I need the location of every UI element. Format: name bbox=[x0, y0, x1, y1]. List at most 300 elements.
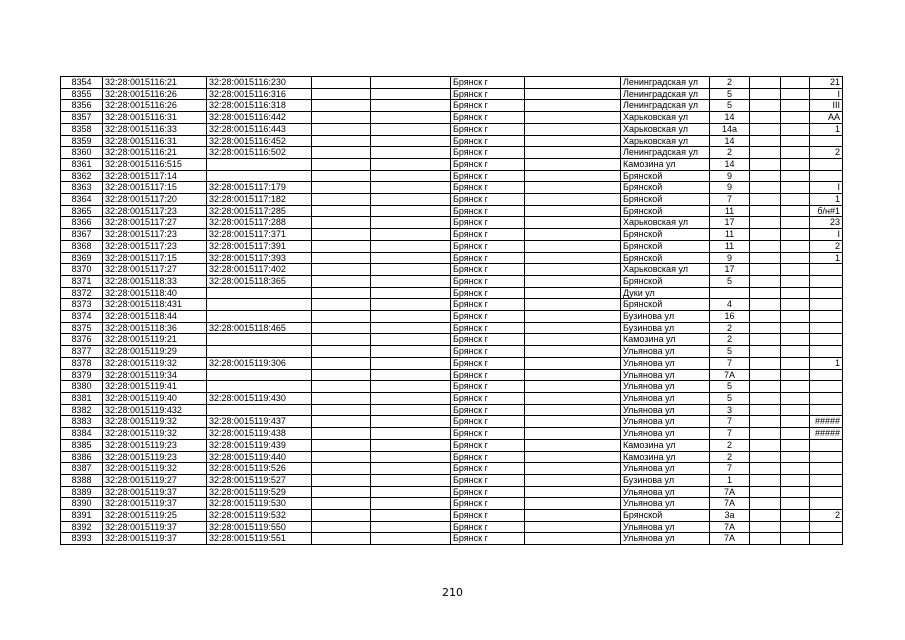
empty-cell bbox=[525, 451, 621, 463]
empty-cell bbox=[750, 369, 781, 381]
empty-cell bbox=[312, 229, 371, 241]
city-cell: Брянск г bbox=[451, 392, 525, 404]
apartment-cell bbox=[810, 322, 843, 334]
empty-cell bbox=[750, 217, 781, 229]
row-number-cell: 8383 bbox=[61, 416, 103, 428]
empty-cell bbox=[781, 533, 810, 545]
row-number-cell: 8393 bbox=[61, 533, 103, 545]
table-row bbox=[61, 287, 843, 299]
empty-cell bbox=[525, 77, 621, 89]
cadastral-block-cell: 32:28:0015118:36 bbox=[103, 322, 207, 334]
empty-cell bbox=[371, 252, 451, 264]
street-cell: Брянской bbox=[621, 182, 710, 194]
empty-cell bbox=[750, 299, 781, 311]
cadastral-number-cell: 32:28:0015119:551 bbox=[207, 533, 312, 545]
house-number-cell: 7А bbox=[710, 521, 750, 533]
apartment-cell: III bbox=[810, 100, 843, 112]
empty-cell bbox=[781, 158, 810, 170]
city-cell: Брянск г bbox=[451, 439, 525, 451]
cadastral-number-cell: 32:28:0015119:306 bbox=[207, 357, 312, 369]
row-number-cell: 8367 bbox=[61, 229, 103, 241]
city-cell: Брянск г bbox=[451, 123, 525, 135]
empty-cell bbox=[781, 135, 810, 147]
empty-cell bbox=[781, 299, 810, 311]
empty-cell bbox=[781, 229, 810, 241]
empty-cell bbox=[312, 463, 371, 475]
cadastral-block-cell: 32:28:0015119:25 bbox=[103, 510, 207, 522]
empty-cell bbox=[750, 170, 781, 182]
empty-cell bbox=[525, 135, 621, 147]
cadastral-block-cell: 32:28:0015119:32 bbox=[103, 416, 207, 428]
street-cell: Харьковская ул bbox=[621, 217, 710, 229]
house-number-cell: 14а bbox=[710, 123, 750, 135]
empty-cell bbox=[781, 521, 810, 533]
city-cell: Брянск г bbox=[451, 170, 525, 182]
empty-cell bbox=[781, 334, 810, 346]
city-cell: Брянск г bbox=[451, 112, 525, 124]
empty-cell bbox=[525, 404, 621, 416]
empty-cell bbox=[312, 182, 371, 194]
city-cell: Брянск г bbox=[451, 451, 525, 463]
apartment-cell bbox=[810, 275, 843, 287]
house-number-cell: 1 bbox=[710, 474, 750, 486]
cadastral-block-cell: 32:28:0015118:33 bbox=[103, 275, 207, 287]
apartment-cell bbox=[810, 334, 843, 346]
apartment-cell: ##### bbox=[810, 416, 843, 428]
apartment-cell bbox=[810, 135, 843, 147]
empty-cell bbox=[781, 451, 810, 463]
cadastral-number-cell: 32:28:0015119:438 bbox=[207, 428, 312, 440]
empty-cell bbox=[525, 498, 621, 510]
cadastral-number-cell: 32:28:0015119:527 bbox=[207, 474, 312, 486]
street-cell: Ульянова ул bbox=[621, 346, 710, 358]
apartment-cell bbox=[810, 486, 843, 498]
street-cell: Ленинградская ул bbox=[621, 147, 710, 159]
row-number-cell: 8377 bbox=[61, 346, 103, 358]
empty-cell bbox=[312, 205, 371, 217]
street-cell: Ульянова ул bbox=[621, 416, 710, 428]
street-cell: Харьковская ул bbox=[621, 123, 710, 135]
empty-cell bbox=[525, 334, 621, 346]
empty-cell bbox=[371, 135, 451, 147]
street-cell: Дуки ул bbox=[621, 287, 710, 299]
empty-cell bbox=[525, 474, 621, 486]
empty-cell bbox=[525, 182, 621, 194]
empty-cell bbox=[750, 533, 781, 545]
empty-cell bbox=[750, 147, 781, 159]
empty-cell bbox=[750, 322, 781, 334]
empty-cell bbox=[312, 369, 371, 381]
street-cell: Ульянова ул bbox=[621, 428, 710, 440]
city-cell: Брянск г bbox=[451, 311, 525, 323]
house-number-cell: 7А bbox=[710, 486, 750, 498]
empty-cell bbox=[312, 416, 371, 428]
empty-cell bbox=[525, 346, 621, 358]
empty-cell bbox=[781, 147, 810, 159]
city-cell: Брянск г bbox=[451, 252, 525, 264]
table-row bbox=[61, 229, 843, 241]
city-cell: Брянск г bbox=[451, 346, 525, 358]
cadastral-block-cell: 32:28:0015119:23 bbox=[103, 439, 207, 451]
table-row bbox=[61, 182, 843, 194]
empty-cell bbox=[750, 100, 781, 112]
empty-cell bbox=[312, 428, 371, 440]
house-number-cell: 7 bbox=[710, 357, 750, 369]
cadastral-block-cell: 32:28:0015116:26 bbox=[103, 100, 207, 112]
empty-cell bbox=[750, 182, 781, 194]
row-number-cell: 8388 bbox=[61, 474, 103, 486]
table-row bbox=[61, 392, 843, 404]
empty-cell bbox=[371, 404, 451, 416]
empty-cell bbox=[312, 88, 371, 100]
house-number-cell: 7А bbox=[710, 369, 750, 381]
empty-cell bbox=[312, 521, 371, 533]
cadastral-number-cell: 32:28:0015117:182 bbox=[207, 194, 312, 206]
apartment-cell: I bbox=[810, 229, 843, 241]
table-row bbox=[61, 100, 843, 112]
cadastral-block-cell: 32:28:0015119:32 bbox=[103, 357, 207, 369]
cadastral-number-cell: 32:28:0015119:532 bbox=[207, 510, 312, 522]
empty-cell bbox=[750, 346, 781, 358]
row-number-cell: 8356 bbox=[61, 100, 103, 112]
row-number-cell: 8360 bbox=[61, 147, 103, 159]
empty-cell bbox=[781, 275, 810, 287]
table-row bbox=[61, 428, 843, 440]
empty-cell bbox=[525, 357, 621, 369]
empty-cell bbox=[371, 77, 451, 89]
house-number-cell: 11 bbox=[710, 240, 750, 252]
row-number-cell: 8382 bbox=[61, 404, 103, 416]
street-cell: Брянской bbox=[621, 170, 710, 182]
house-number-cell: 2 bbox=[710, 451, 750, 463]
empty-cell bbox=[371, 533, 451, 545]
city-cell: Брянск г bbox=[451, 521, 525, 533]
house-number-cell: 5 bbox=[710, 346, 750, 358]
empty-cell bbox=[750, 381, 781, 393]
empty-cell bbox=[371, 322, 451, 334]
cadastral-number-cell bbox=[207, 170, 312, 182]
row-number-cell: 8376 bbox=[61, 334, 103, 346]
house-number-cell: 7 bbox=[710, 416, 750, 428]
cadastral-number-cell: 32:28:0015119:529 bbox=[207, 486, 312, 498]
row-number-cell: 8374 bbox=[61, 311, 103, 323]
cadastral-number-cell bbox=[207, 369, 312, 381]
cadastral-block-cell: 32:28:0015117:20 bbox=[103, 194, 207, 206]
row-number-cell: 8370 bbox=[61, 264, 103, 276]
empty-cell bbox=[312, 334, 371, 346]
empty-cell bbox=[371, 170, 451, 182]
street-cell: Харьковская ул bbox=[621, 112, 710, 124]
house-number-cell: 14 bbox=[710, 135, 750, 147]
city-cell: Брянск г bbox=[451, 264, 525, 276]
table-row bbox=[61, 77, 843, 89]
street-cell: Ленинградская ул bbox=[621, 88, 710, 100]
empty-cell bbox=[312, 392, 371, 404]
cadastral-block-cell: 32:28:0015119:432 bbox=[103, 404, 207, 416]
apartment-cell bbox=[810, 170, 843, 182]
empty-cell bbox=[750, 135, 781, 147]
street-cell: Бузинова ул bbox=[621, 322, 710, 334]
cadastral-table bbox=[60, 76, 843, 545]
row-number-cell: 8385 bbox=[61, 439, 103, 451]
empty-cell bbox=[781, 217, 810, 229]
table-row bbox=[61, 498, 843, 510]
empty-cell bbox=[750, 287, 781, 299]
cadastral-block-cell: 32:28:0015119:32 bbox=[103, 428, 207, 440]
empty-cell bbox=[525, 229, 621, 241]
empty-cell bbox=[371, 451, 451, 463]
empty-cell bbox=[781, 498, 810, 510]
empty-cell bbox=[371, 486, 451, 498]
row-number-cell: 8355 bbox=[61, 88, 103, 100]
empty-cell bbox=[781, 205, 810, 217]
cadastral-number-cell bbox=[207, 381, 312, 393]
empty-cell bbox=[781, 474, 810, 486]
city-cell: Брянск г bbox=[451, 533, 525, 545]
cadastral-block-cell: 32:28:0015119:29 bbox=[103, 346, 207, 358]
cadastral-block-cell: 32:28:0015119:41 bbox=[103, 381, 207, 393]
cadastral-block-cell: 32:28:0015119:37 bbox=[103, 521, 207, 533]
row-number-cell: 8389 bbox=[61, 486, 103, 498]
city-cell: Брянск г bbox=[451, 229, 525, 241]
apartment-cell: 1 bbox=[810, 252, 843, 264]
empty-cell bbox=[312, 439, 371, 451]
table-row bbox=[61, 474, 843, 486]
empty-cell bbox=[750, 194, 781, 206]
table-row bbox=[61, 158, 843, 170]
empty-cell bbox=[750, 229, 781, 241]
empty-cell bbox=[525, 240, 621, 252]
table-row bbox=[61, 510, 843, 522]
empty-cell bbox=[371, 510, 451, 522]
table-row bbox=[61, 346, 843, 358]
empty-cell bbox=[750, 264, 781, 276]
city-cell: Брянск г bbox=[451, 217, 525, 229]
table-row bbox=[61, 88, 843, 100]
apartment-cell: АА bbox=[810, 112, 843, 124]
cadastral-block-cell: 32:28:0015119:37 bbox=[103, 486, 207, 498]
empty-cell bbox=[750, 486, 781, 498]
empty-cell bbox=[525, 299, 621, 311]
empty-cell bbox=[781, 182, 810, 194]
table-row bbox=[61, 264, 843, 276]
empty-cell bbox=[312, 287, 371, 299]
street-cell: Брянской bbox=[621, 510, 710, 522]
table-row bbox=[61, 147, 843, 159]
house-number-cell: 2 bbox=[710, 77, 750, 89]
apartment-cell bbox=[810, 463, 843, 475]
cadastral-number-cell: 32:28:0015119:526 bbox=[207, 463, 312, 475]
row-number-cell: 8365 bbox=[61, 205, 103, 217]
city-cell: Брянск г bbox=[451, 158, 525, 170]
row-number-cell: 8357 bbox=[61, 112, 103, 124]
empty-cell bbox=[525, 194, 621, 206]
empty-cell bbox=[525, 123, 621, 135]
street-cell: Ульянова ул bbox=[621, 404, 710, 416]
city-cell: Брянск г bbox=[451, 147, 525, 159]
empty-cell bbox=[525, 510, 621, 522]
row-number-cell: 8371 bbox=[61, 275, 103, 287]
table-row bbox=[61, 451, 843, 463]
cadastral-number-cell: 32:28:0015119:437 bbox=[207, 416, 312, 428]
house-number-cell: 5 bbox=[710, 392, 750, 404]
cadastral-number-cell: 32:28:0015119:530 bbox=[207, 498, 312, 510]
street-cell: Брянской bbox=[621, 205, 710, 217]
empty-cell bbox=[371, 416, 451, 428]
row-number-cell: 8375 bbox=[61, 322, 103, 334]
city-cell: Брянск г bbox=[451, 334, 525, 346]
empty-cell bbox=[781, 77, 810, 89]
table-row bbox=[61, 299, 843, 311]
empty-cell bbox=[312, 170, 371, 182]
apartment-cell: б/н#1 bbox=[810, 205, 843, 217]
cadastral-number-cell: 32:28:0015116:442 bbox=[207, 112, 312, 124]
street-cell: Ленинградская ул bbox=[621, 77, 710, 89]
house-number-cell: 9 bbox=[710, 252, 750, 264]
empty-cell bbox=[781, 170, 810, 182]
empty-cell bbox=[525, 217, 621, 229]
empty-cell bbox=[750, 158, 781, 170]
empty-cell bbox=[371, 463, 451, 475]
cadastral-number-cell: 32:28:0015116:316 bbox=[207, 88, 312, 100]
empty-cell bbox=[750, 416, 781, 428]
empty-cell bbox=[371, 158, 451, 170]
row-number-cell: 8354 bbox=[61, 77, 103, 89]
apartment-cell bbox=[810, 451, 843, 463]
empty-cell bbox=[371, 287, 451, 299]
cadastral-block-cell: 32:28:0015119:34 bbox=[103, 369, 207, 381]
house-number-cell: 7А bbox=[710, 498, 750, 510]
street-cell: Ульянова ул bbox=[621, 498, 710, 510]
cadastral-number-cell: 32:28:0015119:440 bbox=[207, 451, 312, 463]
cadastral-block-cell: 32:28:0015119:37 bbox=[103, 533, 207, 545]
empty-cell bbox=[371, 428, 451, 440]
empty-cell bbox=[781, 240, 810, 252]
apartment-cell bbox=[810, 474, 843, 486]
table-body bbox=[61, 77, 843, 545]
empty-cell bbox=[781, 392, 810, 404]
apartment-cell bbox=[810, 346, 843, 358]
empty-cell bbox=[312, 299, 371, 311]
apartment-cell bbox=[810, 392, 843, 404]
empty-cell bbox=[371, 311, 451, 323]
cadastral-block-cell: 32:28:0015116:31 bbox=[103, 135, 207, 147]
house-number-cell: 7 bbox=[710, 428, 750, 440]
city-cell: Брянск г bbox=[451, 182, 525, 194]
city-cell: Брянск г bbox=[451, 357, 525, 369]
street-cell: Ульянова ул bbox=[621, 381, 710, 393]
street-cell: Брянской bbox=[621, 299, 710, 311]
house-number-cell: 14 bbox=[710, 158, 750, 170]
empty-cell bbox=[525, 311, 621, 323]
cadastral-number-cell: 32:28:0015119:430 bbox=[207, 392, 312, 404]
table-row bbox=[61, 357, 843, 369]
street-cell: Ленинградская ул bbox=[621, 100, 710, 112]
cadastral-block-cell: 32:28:0015117:27 bbox=[103, 264, 207, 276]
empty-cell bbox=[750, 88, 781, 100]
empty-cell bbox=[312, 135, 371, 147]
empty-cell bbox=[781, 287, 810, 299]
empty-cell bbox=[371, 88, 451, 100]
empty-cell bbox=[312, 112, 371, 124]
apartment-cell bbox=[810, 311, 843, 323]
house-number-cell: 9 bbox=[710, 182, 750, 194]
house-number-cell: 5 bbox=[710, 88, 750, 100]
empty-cell bbox=[312, 357, 371, 369]
city-cell: Брянск г bbox=[451, 404, 525, 416]
row-number-cell: 8381 bbox=[61, 392, 103, 404]
empty-cell bbox=[525, 533, 621, 545]
empty-cell bbox=[525, 392, 621, 404]
empty-cell bbox=[312, 194, 371, 206]
cadastral-block-cell: 32:28:0015119:27 bbox=[103, 474, 207, 486]
apartment-cell: 2 bbox=[810, 240, 843, 252]
table-row bbox=[61, 416, 843, 428]
street-cell: Брянской bbox=[621, 252, 710, 264]
city-cell: Брянск г bbox=[451, 205, 525, 217]
house-number-cell: 2 bbox=[710, 147, 750, 159]
empty-cell bbox=[781, 112, 810, 124]
empty-cell bbox=[371, 100, 451, 112]
table-row bbox=[61, 252, 843, 264]
empty-cell bbox=[750, 451, 781, 463]
empty-cell bbox=[781, 311, 810, 323]
empty-cell bbox=[371, 240, 451, 252]
empty-cell bbox=[371, 299, 451, 311]
apartment-cell: I bbox=[810, 182, 843, 194]
table-row bbox=[61, 205, 843, 217]
empty-cell bbox=[312, 322, 371, 334]
house-number-cell: 3 bbox=[710, 404, 750, 416]
cadastral-number-cell bbox=[207, 311, 312, 323]
table-row bbox=[61, 311, 843, 323]
table-row bbox=[61, 322, 843, 334]
house-number-cell: 17 bbox=[710, 264, 750, 276]
empty-cell bbox=[371, 112, 451, 124]
street-cell: Брянской bbox=[621, 194, 710, 206]
empty-cell bbox=[750, 334, 781, 346]
apartment-cell: 1 bbox=[810, 194, 843, 206]
empty-cell bbox=[781, 404, 810, 416]
street-cell: Ульянова ул bbox=[621, 392, 710, 404]
row-number-cell: 8373 bbox=[61, 299, 103, 311]
street-cell: Харьковская ул bbox=[621, 264, 710, 276]
empty-cell bbox=[781, 346, 810, 358]
empty-cell bbox=[371, 147, 451, 159]
city-cell: Брянск г bbox=[451, 194, 525, 206]
empty-cell bbox=[371, 264, 451, 276]
apartment-cell bbox=[810, 521, 843, 533]
empty-cell bbox=[525, 521, 621, 533]
cadastral-number-cell bbox=[207, 346, 312, 358]
apartment-cell bbox=[810, 498, 843, 510]
empty-cell bbox=[525, 112, 621, 124]
cadastral-block-cell: 32:28:0015119:37 bbox=[103, 498, 207, 510]
row-number-cell: 8362 bbox=[61, 170, 103, 182]
cadastral-block-cell: 32:28:0015118:431 bbox=[103, 299, 207, 311]
table-row bbox=[61, 381, 843, 393]
cadastral-number-cell bbox=[207, 404, 312, 416]
cadastral-number-cell: 32:28:0015117:393 bbox=[207, 252, 312, 264]
city-cell: Брянск г bbox=[451, 77, 525, 89]
empty-cell bbox=[312, 123, 371, 135]
empty-cell bbox=[781, 357, 810, 369]
empty-cell bbox=[371, 275, 451, 287]
row-number-cell: 8368 bbox=[61, 240, 103, 252]
row-number-cell: 8392 bbox=[61, 521, 103, 533]
house-number-cell: 7 bbox=[710, 463, 750, 475]
row-number-cell: 8380 bbox=[61, 381, 103, 393]
